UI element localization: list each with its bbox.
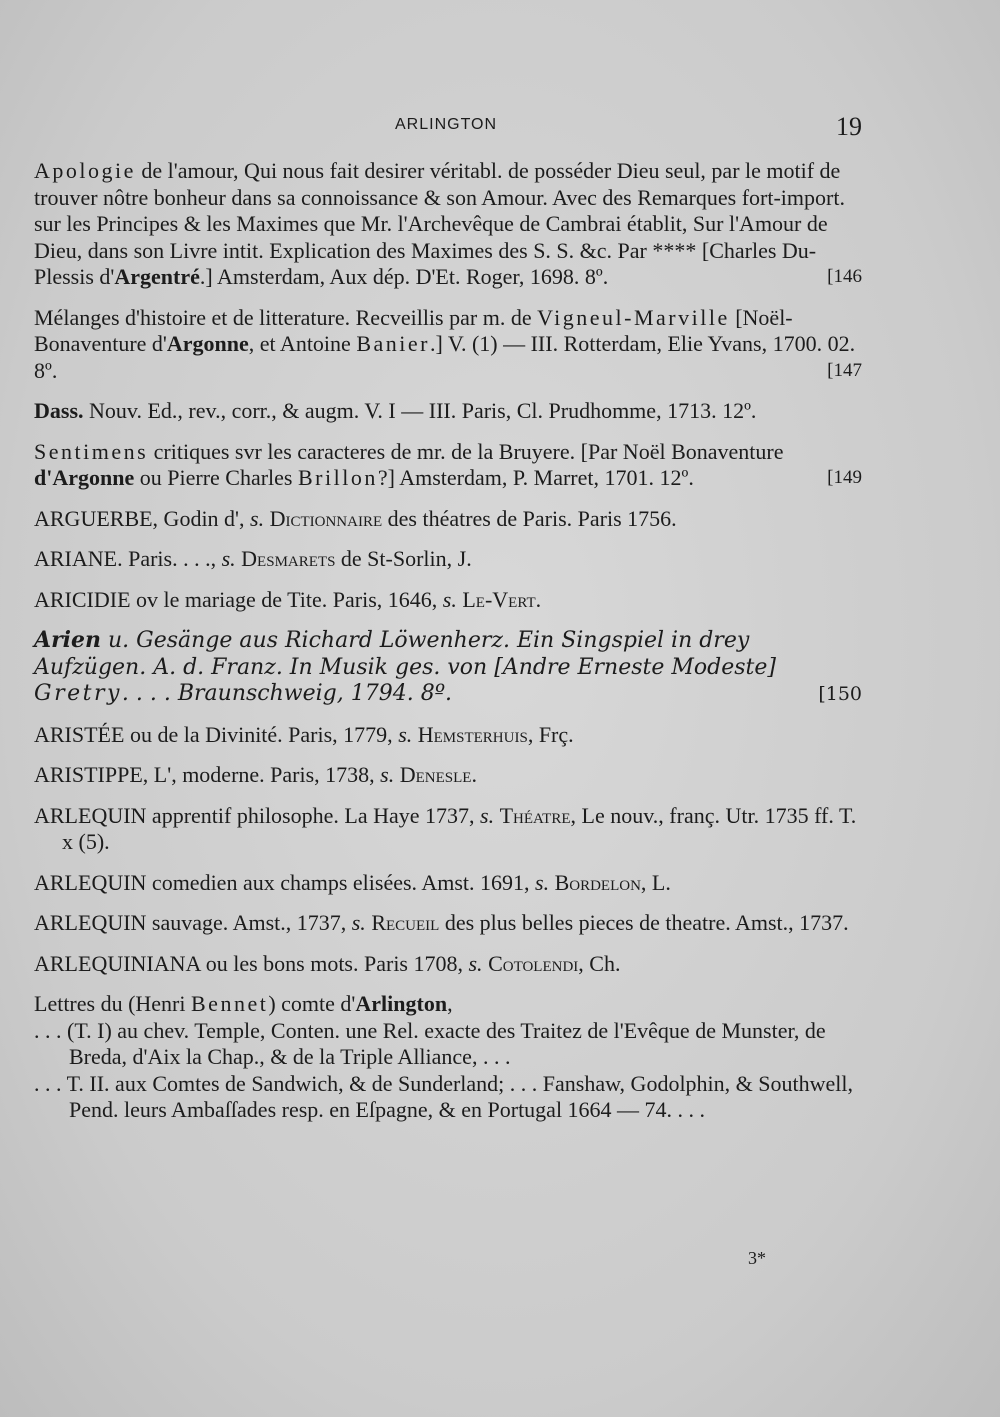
catalog-entry: Mélanges d'histoire et de litterature. Recveillis par m. de Vigneul-Marville [Noël-Bonaventure d'Argonne, et Antoine Banier.] V. (1) — III. Rotterdam, Elie Yvans, 1700. 02. 8º. [147	[34, 304, 862, 383]
signature-mark: 3*	[748, 1248, 766, 1268]
page-number: 19	[836, 112, 862, 141]
catalog-entry: ARISTÉE ou de la Divinité. Paris, 1779, s. Hemsterhuis, Frç.	[34, 721, 574, 747]
list-item: . . . T. II. aux Comtes de Sandwich, & de Sunderland; . . . Fanshaw, Godolphin, & Southwell, Pend. leurs Ambaſſades resp. en Eſpagne, & en Portugal 1664 — 74. . . .	[34, 1070, 854, 1122]
entry-number: [150	[818, 683, 862, 705]
catalog-entry: ARICIDIE ov le mariage de Tite. Paris, 1646, s. Le-Vert.	[34, 586, 542, 612]
catalog-entry: Arien u. Gesänge aus Richard Löwenherz. Ein Singspiel in drey Aufzügen. A. d. Franz. In Musik ges. von [Andre Erneste Modeste] Gretry. . . . Braunschweig, 1794. 8º. [150	[34, 627, 862, 706]
catalog-entry: ARLEQUIN comedien aux champs elisées. Amst. 1691, s. Bordelon, L.	[34, 869, 671, 895]
catalog-entry: ARIANE. Paris. . . ., s. Desmarets de St-Sorlin, J.	[34, 546, 472, 571]
catalog-entry: Apologie de l'amour, Qui nous fait desirer véritabl. de posséder Dieu seul, par le motif de trouver nôtre bonheur dans sa connoissance & son Amour. Avec des Remarques fort-import. sur les Principes & les Maximes que Mr. l'Archevêque de Cambrai établit, Sur l'Amour de Dieu, dans son Livre intit. Explication des Maximes des S. S. &c. Par **** [Charles Du-Plessis d'Argentré.] Amsterdam, Aux dép. D'Et. Roger, 1698. 8º. [146	[34, 158, 862, 289]
entry-number: [149	[827, 467, 862, 488]
catalog-entry: ARLEQUIN apprentif philosophe. La Haye 1737, s. Théatre, Le nouv., franç. Utr. 1735 ff. T. x (5).	[34, 802, 857, 854]
list-item: . . . (T. I) au chev. Temple, Conten. une Rel. exacte des Traitez de l'Evêque de Munster, de Breda, d'Aix la Chap., & de la Triple Alliance, . . .	[34, 1017, 826, 1069]
catalog-entry: ARGUERBE, Godin d', s. Dictionnaire des théatres de Paris. Paris 1756.	[34, 505, 677, 531]
entry-number: [147	[827, 359, 862, 381]
running-title: ARLINGTON	[395, 116, 498, 133]
catalog-entry: ARISTIPPE, L', moderne. Paris, 1738, s. Denesle.	[34, 762, 477, 787]
catalog-entry: ARLEQUINIANA ou les bons mots. Paris 1708, s. Cotolendi, Ch.	[34, 950, 621, 976]
catalog-entry: Dass. Nouv. Ed., rev., corr., & augm. V. I — III. Paris, Cl. Prudhomme, 1713. 12º.	[34, 398, 757, 423]
volume-list	[34, 1018, 862, 1124]
entry-number: [146	[827, 266, 862, 287]
catalog-entry: Sentimens critiques svr les caracteres de mr. de la Bruyere. [Par Noël Bonaventure d'Argonne ou Pierre Charles Brillon?] Amsterdam, P. Marret, 1701. 12º. [149	[34, 438, 862, 490]
catalog-body	[34, 158, 862, 1138]
catalog-entry: ARLEQUIN sauvage. Amst., 1737, s. Recueil des plus belles pieces de theatre. Amst., 1737.	[34, 910, 849, 935]
catalog-entry: Lettres du (Henri Bennet) comte d'Arlington, . . . (T. I) au chev. Temple, Conten. une Rel. exacte des Traitez de l'Evêque de Munster, de Breda, d'Aix la Chap., & de la Triple Alliance, . . . . . . T. II. aux Comtes de Sandwich, & de Sunderland; . . . Fanshaw, Godolphin, & Southwell, Pend. leurs Ambaſſades resp. en Eſpagne, & en Portugal 1664 — 74. . . .	[34, 991, 862, 1124]
